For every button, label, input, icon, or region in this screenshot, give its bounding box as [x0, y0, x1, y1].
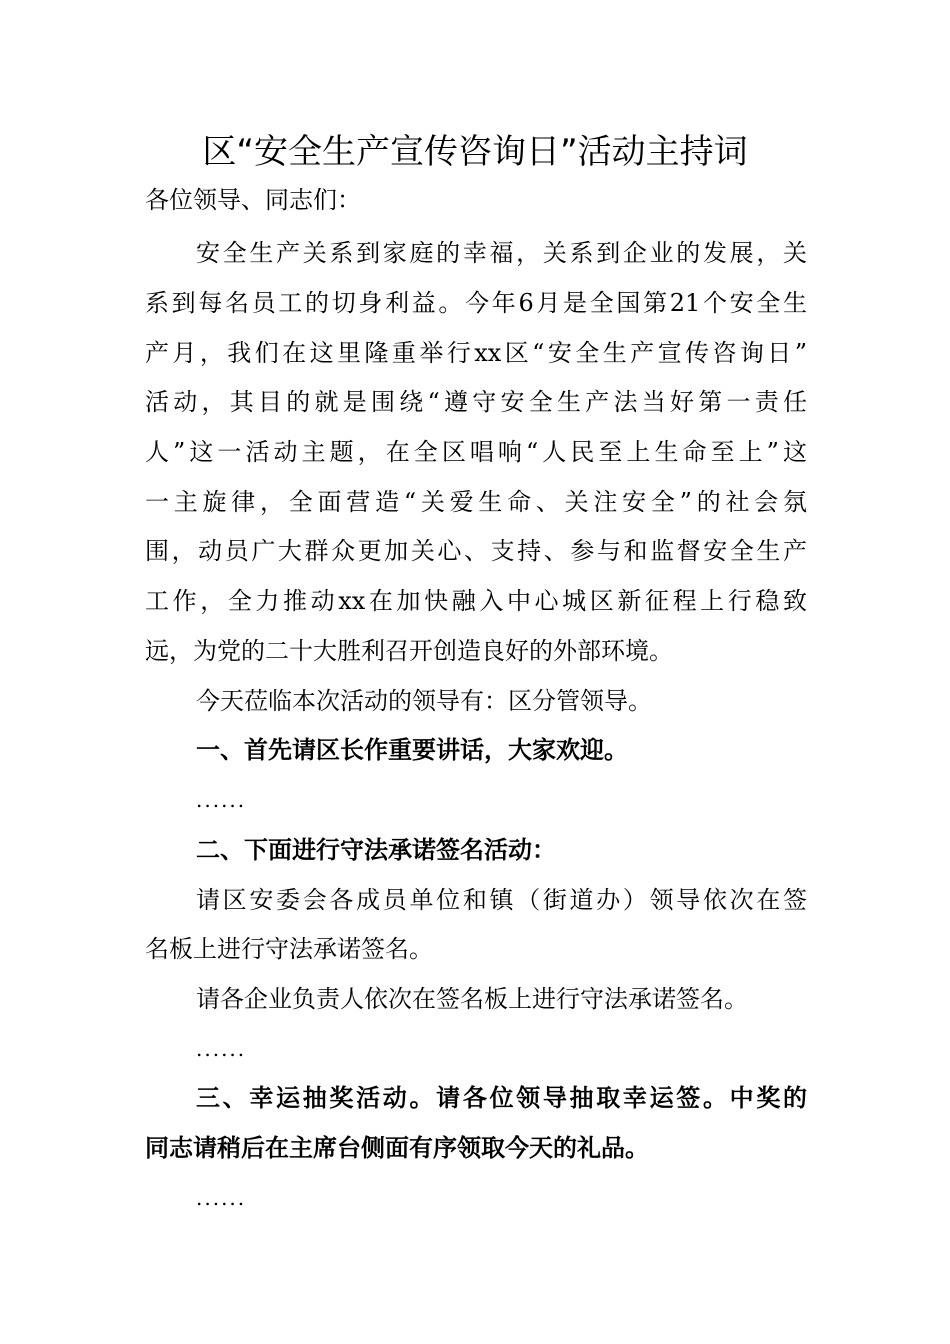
section-1-heading: 一、首先请区长作重要讲话，大家欢迎。 [196, 736, 628, 764]
intro-line-4: 活动，其目的就是围绕“遵守安全生产法当好第一责任 [145, 388, 807, 416]
section-2-line-1: 请区安委会各成员单位和镇（街道办）领导依次在签 [196, 886, 807, 914]
intro-line-3: 产月，我们在这里隆重举行xx区“安全生产宣传咨询日” [145, 339, 807, 367]
document-title: 区“安全生产宣传咨询日”活动主持词 [202, 132, 748, 172]
intro-line-6: 一主旋律，全面营造“关爱生命、关注安全”的社会氛 [145, 488, 807, 516]
ellipsis-1: ...... [196, 788, 247, 812]
section-2-line-2: 名板上进行守法承诺签名。 [145, 935, 433, 963]
section-3-line-2: 同志请稍后在主席台侧面有序领取今天的礼品。 [145, 1134, 649, 1162]
section-2-line-3: 请各企业负责人依次在签名板上进行守法承诺签名。 [196, 985, 748, 1013]
intro-line-7: 围，动员广大群众更加关心、支持、参与和监督安全生产 [145, 537, 807, 565]
ellipsis-3: ...... [196, 1186, 247, 1210]
section-2-heading: 二、下面进行守法承诺签名活动： [196, 836, 556, 864]
ellipsis-2: ...... [196, 1037, 247, 1061]
intro-line-2: 系到每名员工的切身利益。今年6月是全国第21个安全生 [145, 289, 807, 317]
intro-line-8: 工作，全力推动xx在加快融入中心城区新征程上行稳致 [145, 587, 807, 615]
section-3-line-1: 三、幸运抽奖活动。请各位领导抽取幸运签。中奖的 [196, 1084, 807, 1112]
greeting: 各位领导、同志们： [145, 186, 361, 214]
intro-line-1: 安全生产关系到家庭的幸福，关系到企业的发展，关 [196, 239, 807, 267]
intro-line-5: 人”这一活动主题，在全区唱响“人民至上生命至上”这 [145, 438, 807, 466]
leaders-line: 今天莅临本次活动的领导有：区分管领导。 [196, 687, 652, 715]
intro-line-9: 远，为党的二十大胜利召开创造良好的外部环境。 [145, 637, 673, 665]
